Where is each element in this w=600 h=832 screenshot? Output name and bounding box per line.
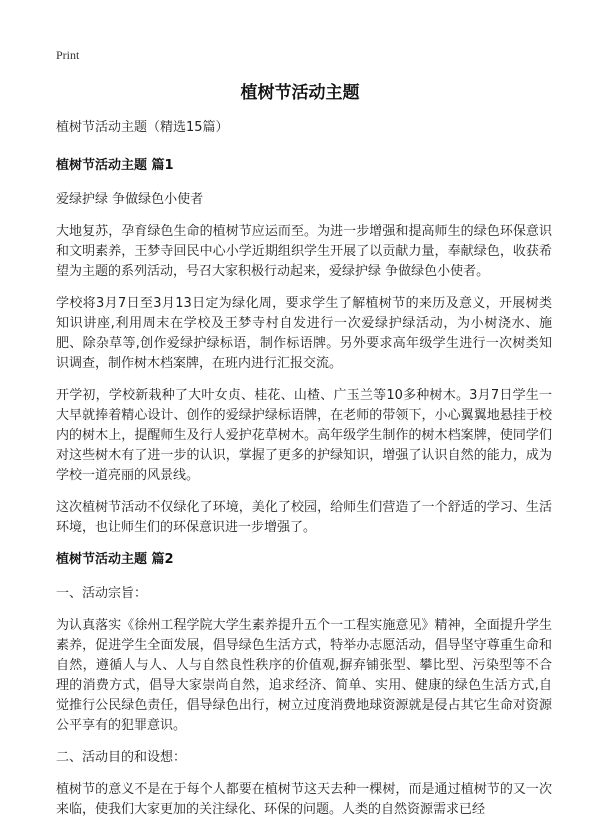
document-body (56, 118, 552, 832)
paragraph: 植树节的意义不是在于每个人都要在植树节这天去种一棵树，而是通过植树节的又一次来临，使我们大家更加的关注绿化、环保的问题。人类的自然资源需求已经 (56, 782, 552, 817)
paragraph: 大地复苏，孕育绿色生命的植树节应运而至。为进一步增强和提高师生的绿色环保意识和文明素养，王梦寺回民中心小学近期组织学生开展了以贡献力量，奉献绿色，收获希望为主题的系列活动，号召大家积极行动起来，爱绿护绿 争做绿色小使者。 (56, 224, 552, 279)
section-heading: 植树节活动主题 篇1 (56, 158, 174, 173)
paragraph: 为认真落实《徐州工程学院大学生素养提升五个一工程实施意见》精神，全面提升学生素养，促进学生全面发展，倡导绿色生活方式，特举办志愿活动，倡导坚守尊重生命和自然，遵循人与人、人与自然良性秩序的价值观,摒弃铺张型、攀比型、污染型等不合理的消费方式，倡导大家崇尚自然，追求经济、简单、实用、健康的绿色生活方式,自觉推行公民绿色责任，倡导绿色出行，树立过度消费地球资源就是侵占其它生命对资源公平享有的犯罪意识。 (56, 618, 552, 733)
paragraph: 学校将3月7日至3月13日定为绿化周，要求学生了解植树节的来历及意义，开展树类知识讲座,利用周末在学校及王梦寺村自发进行一次爱绿护绿活动，为小树浇水、施肥、除杂草等,创作爱绿护绿标语，制作标语牌。另外要求高年级学生进行一次树类知识调查，制作树木档案牌，在班内进行汇报交流。 (56, 296, 552, 371)
subsection-heading: 一、活动宗旨： (56, 586, 148, 601)
print-link[interactable]: Print (56, 48, 80, 62)
section-2 (56, 550, 552, 820)
section-tagline: 爱绿护绿 争做绿色小使者 (56, 192, 204, 207)
paragraph: 开学初，学校新栽种了大叶女贞、桂花、山楂、广玉兰等10多种树木。3月7日学生一大早就捧着精心设计、创作的爱绿护绿标语牌，在老师的带领下，小心翼翼地悬挂于校内的树木上，提醒师生及行人爱护花草树木。高年级学生制作的树木档案牌，使同学们对这些树木有了进一步的认识，掌握了更多的护绿知识，增强了认识自然的能力，成为学校一道亮丽的风景线。 (56, 388, 552, 483)
section-heading: 植树节活动主题 篇2 (56, 552, 174, 567)
paragraph: 这次植树节活动不仅绿化了环境，美化了校园，给师生们营造了一个舒适的学习、生活环境，也让师生们的环保意识进一步增强了。 (56, 500, 552, 535)
document-subtitle: 植树节活动主题（精选15篇） (56, 120, 229, 135)
section-1 (56, 156, 552, 538)
subsection-heading: 二、活动目的和设想： (56, 750, 187, 765)
page-title: 植树节活动主题 (240, 83, 360, 103)
